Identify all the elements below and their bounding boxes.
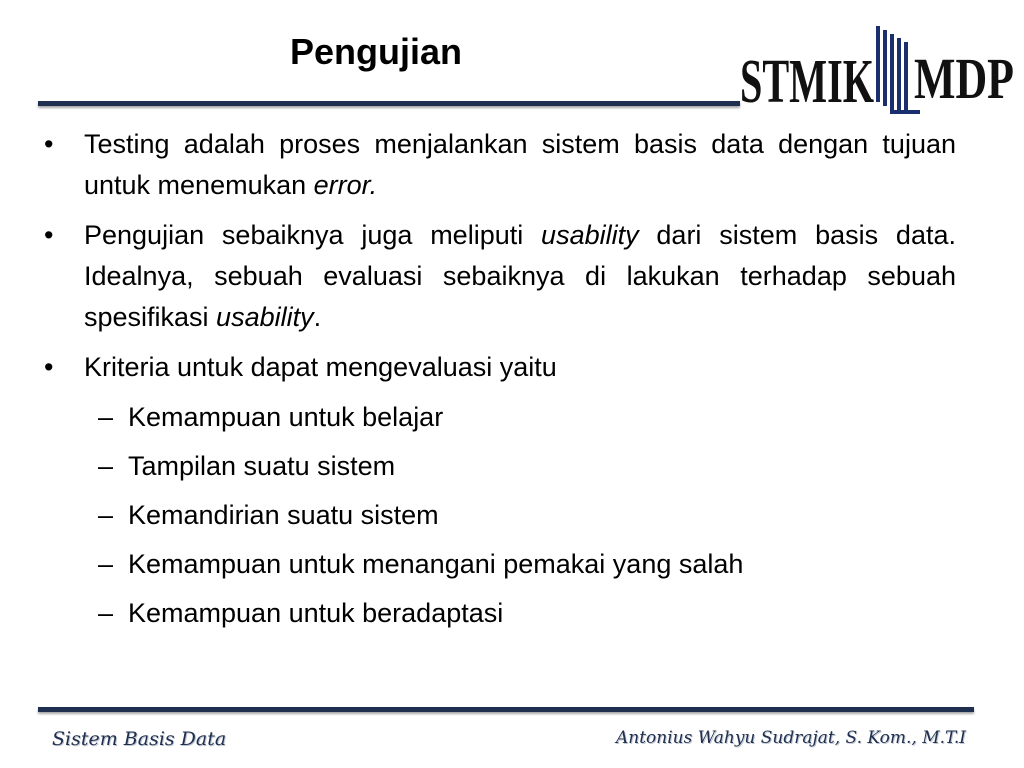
sub-bullet-item [44, 397, 956, 438]
text-run-italic: usability [216, 302, 314, 332]
text-run-italic: error. [313, 170, 378, 200]
text-run-italic: usability [541, 220, 639, 250]
sub-bullet-text: Kemandirian suatu sistem [128, 500, 439, 530]
footer-author: Antonius Wahyu Sudrajat, S. Kom., M.T.I [615, 728, 966, 748]
text-run: . [313, 302, 322, 332]
footer-course-name: Sistem Basis Data [52, 728, 227, 750]
sub-bullet-item [44, 495, 956, 536]
dash-marker: – [98, 549, 114, 579]
sub-bullet-item [44, 544, 956, 585]
text-run: Pengujian sebaiknya juga meliputi [84, 220, 542, 250]
logo-text-stmik: STMIK [740, 48, 874, 116]
bullet-item [44, 124, 956, 206]
sub-bullet-text: Kemampuan untuk beradaptasi [128, 598, 504, 628]
dash-marker: – [98, 451, 114, 481]
title-divider [38, 101, 740, 106]
dash-marker: – [98, 598, 114, 628]
sub-bullet-item [44, 446, 956, 487]
footer-divider [38, 707, 974, 712]
slide-title: Pengujian [290, 31, 463, 72]
bullet-item [44, 215, 956, 338]
text-run: Kriteria untuk dapat mengevaluasi yaitu [84, 352, 557, 382]
stmik-mdp-logo [740, 26, 1016, 116]
text-run: Testing adalah proses menjalankan sistem basis data dengan tujuan untuk menemukan [84, 129, 956, 200]
text-run: dari sistem basis data. Idealnya, sebuah evaluasi sebaiknya di lakukan terhadap sebuah spesifikasi [84, 220, 956, 332]
logo-text-mdp: MDP [914, 46, 1014, 111]
sub-bullet-text: Tampilan suatu sistem [128, 451, 396, 481]
dash-marker: – [98, 402, 114, 432]
slide-content [44, 124, 956, 642]
sub-bullet-item [44, 593, 956, 634]
sub-bullet-text: Kemampuan untuk menangani pemakai yang salah [128, 549, 744, 579]
bullet-item [44, 347, 956, 388]
sub-bullet-text: Kemampuan untuk belajar [128, 402, 444, 432]
dash-marker: – [98, 500, 114, 530]
